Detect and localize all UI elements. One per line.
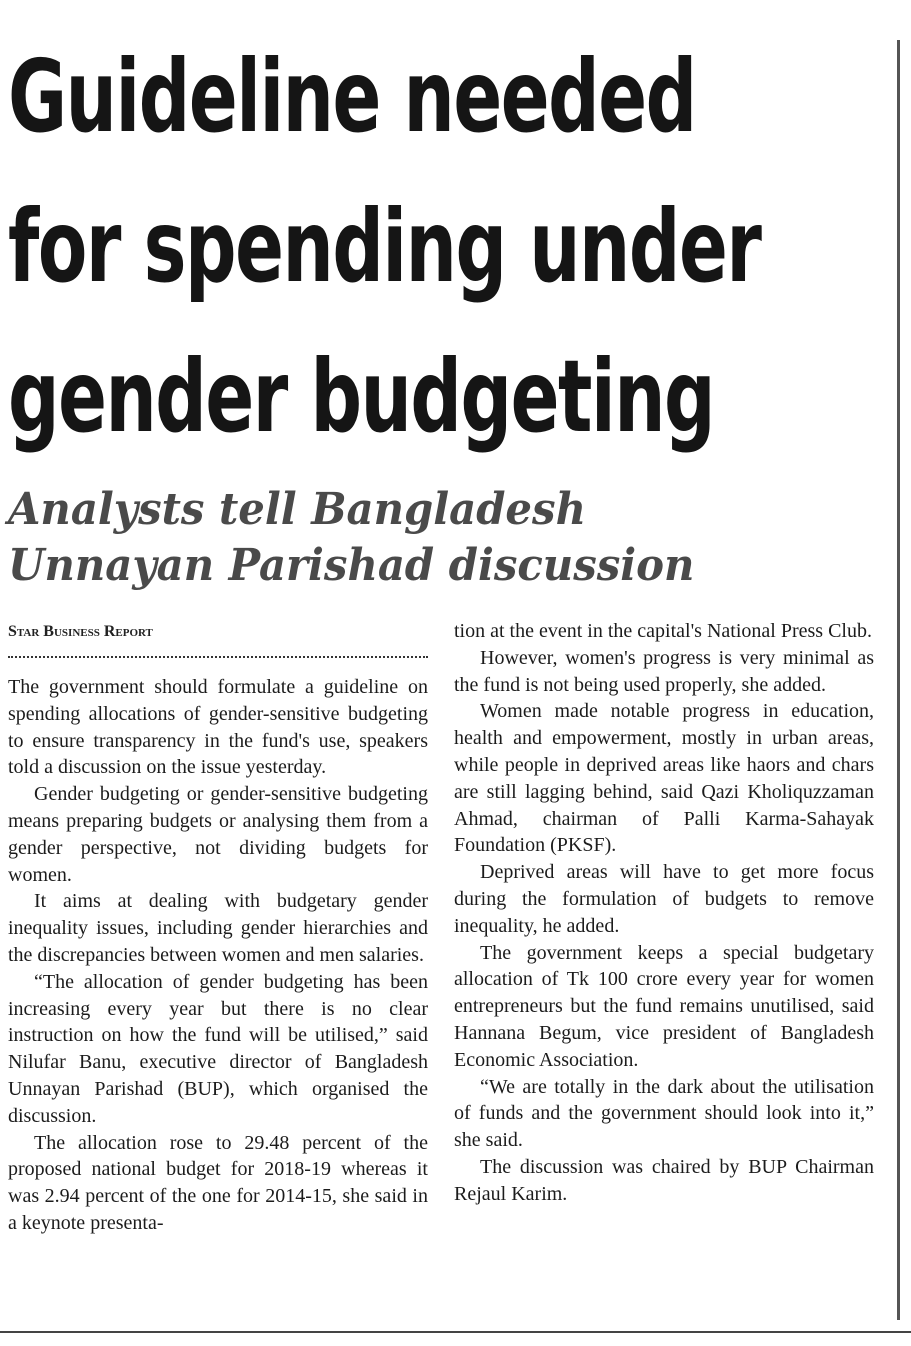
article-column-1 (8, 674, 428, 1237)
column-divider-rule (897, 40, 900, 1320)
headline-line: Guideline needed (8, 38, 696, 155)
paragraph: The discussion was chaired by BUP Chairman Rejaul Karim. (454, 1155, 874, 1205)
subheadline (8, 482, 694, 594)
paragraph: The allocation rose to 29.48 percent of the proposed national budget for 2018-19 whereas it was 2.94 percent of the one for 2014-15, she said in a keynote presenta- (8, 1131, 428, 1234)
paragraph: “The allocation of gender budgeting has been increasing every year but there is no clear instruction on how the fund will be utilised,” said Nilufar Banu, executive director of Bangladesh Unnayan Parishad (BUP), which organised the discussion. (8, 970, 428, 1127)
paragraph: It aims at dealing with budgetary gender inequality issues, including gender hierarchies and the discrepancies between women and men salaries. (8, 890, 428, 966)
subheadline-line: Analysts tell Bangladesh (8, 484, 586, 535)
paragraph: However, women's progress is very minimal as the fund is not being used properly, she added. (454, 646, 874, 696)
paragraph: Deprived areas will have to get more focus during the formulation of budgets to remove inequality, he added. (454, 861, 874, 937)
byline: Star Business Report (8, 623, 153, 640)
paragraph: “We are totally in the dark about the utilisation of funds and the government should look into it,” she said. (454, 1075, 874, 1152)
article-column-2 (454, 618, 874, 1208)
paragraph: tion at the event in the capital's National Press Club. (454, 620, 872, 642)
paragraph: The government keeps a special budgetary allocation of Tk 100 crore every year for women entrepreneurs but the fund remains unutilised, said Hannana Begum, vice president of Bangladesh Economic Association. (454, 941, 874, 1071)
bottom-rule (0, 1331, 911, 1333)
headline-line: for spending under (8, 188, 761, 305)
paragraph: The government should formulate a guideline on spending allocations of gender-sensitive budgeting to ensure transparency in the fund's use, speakers told a discussion on the issue yesterday. (8, 676, 428, 779)
headline (8, 22, 761, 472)
byline-dotted-separator (8, 656, 428, 658)
paragraph: Women made notable progress in education, health and empowerment, mostly in urban areas, while people in deprived areas like haors and chars are still lagging behind, said Qazi Kholiquzzaman Ahmad, chairman of Palli Karma-Sahayak Foundation (PKSF). (454, 700, 874, 857)
paragraph: Gender budgeting or gender-sensitive budgeting means preparing budgets or analysing them from a gender perspective, not dividing budgets for women. (8, 783, 428, 886)
subheadline-line: Unnayan Parishad discussion (8, 540, 695, 591)
headline-line: gender budgeting (8, 338, 715, 455)
